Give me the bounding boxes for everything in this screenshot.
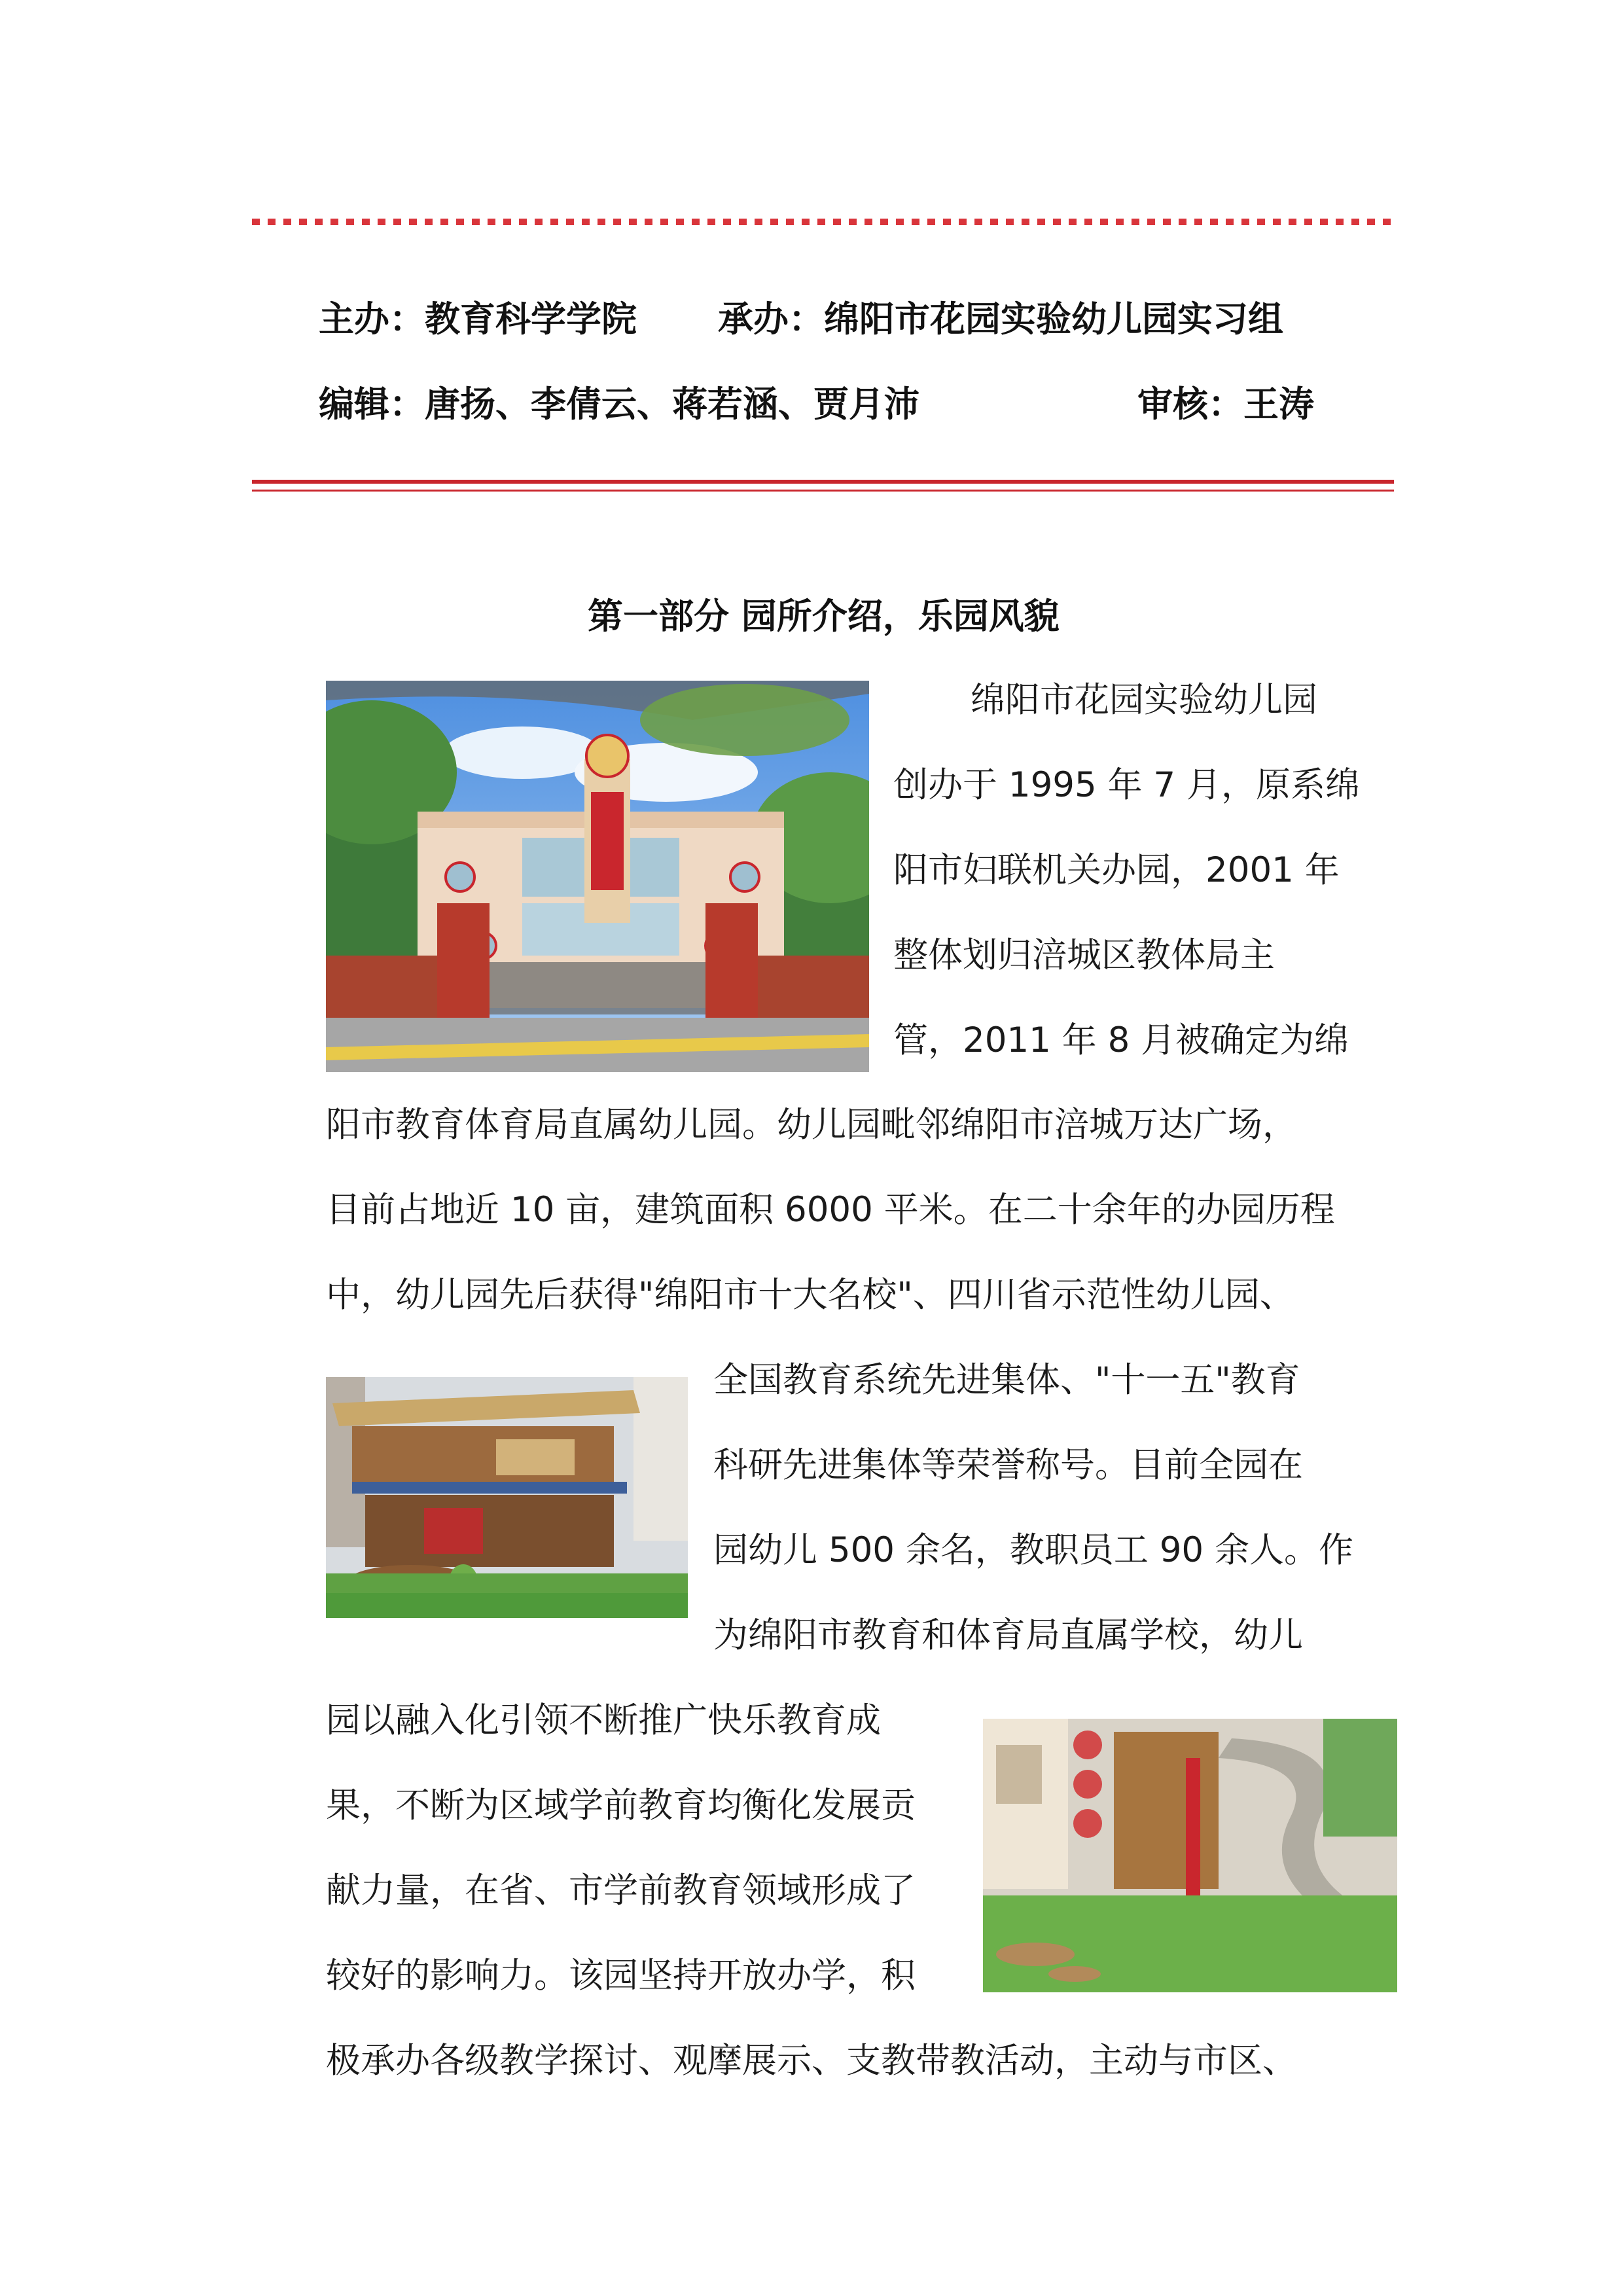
paragraph-line: 极承办各级教学探讨、观摩展示、支教带教活动，主动与市区、 — [326, 2041, 1297, 2081]
kindergarten-building-photo — [326, 681, 869, 1072]
paragraph-line: 科研先进集体等荣誉称号。目前全园在 — [713, 1445, 1303, 1485]
header-rule-thick — [252, 480, 1394, 484]
section-title: 第一部分 园所介绍，乐园风貌 — [588, 596, 1060, 637]
paragraph-line: 创办于 1995 年 7 月，原系绵 — [893, 765, 1360, 805]
organizer-line: 承办：绵阳市花园实验幼儿园实习组 — [718, 298, 1283, 340]
paragraph-line: 献力量，在省、市学前教育领域形成了 — [326, 1871, 916, 1910]
wooden-playhouse-photo — [326, 1377, 688, 1618]
paragraph-line: 园幼儿 500 余名，教职员工 90 余人。作 — [713, 1530, 1353, 1570]
paragraph-line: 阳市教育体育局直属幼儿园。幼儿园毗邻绵阳市涪城万达广场， — [326, 1105, 1297, 1145]
paragraph-line: 整体划归涪城区教体局主 — [893, 935, 1275, 975]
spiral-slide-photo — [983, 1719, 1397, 1992]
paragraph-line: 阳市妇联机关办园，2001 年 — [893, 850, 1340, 890]
paragraph-line: 为绵阳市教育和体育局直属学校，幼儿 — [713, 1615, 1303, 1655]
header-dashed-rule — [252, 219, 1394, 225]
paragraph-line: 全国教育系统先进集体、"十一五"教育 — [713, 1360, 1300, 1400]
paragraph-line: 果，不断为区域学前教育均衡化发展贡 — [326, 1785, 916, 1825]
sponsor-line: 主办：教育科学学院 — [319, 298, 637, 340]
paragraph-line: 绵阳市花园实验幼儿园 — [971, 680, 1317, 720]
paragraph-line: 中，幼儿园先后获得"绵阳市十大名校"、四川省示范性幼儿园、 — [326, 1275, 1294, 1315]
paragraph-line: 目前占地近 10 亩，建筑面积 6000 平米。在二十余年的办园历程 — [326, 1190, 1335, 1230]
paragraph-line: 管，2011 年 8 月被确定为绵 — [893, 1020, 1349, 1060]
editors-line: 编辑：唐扬、李倩云、蒋若涵、贾月沛 — [319, 384, 919, 425]
paragraph-line: 园以融入化引领不断推广快乐教育成 — [326, 1700, 881, 1740]
paragraph-line: 较好的影响力。该园坚持开放办学，积 — [326, 1956, 916, 1996]
reviewer-line: 审核：王涛 — [1137, 384, 1314, 425]
header-rule-thin — [252, 490, 1394, 492]
